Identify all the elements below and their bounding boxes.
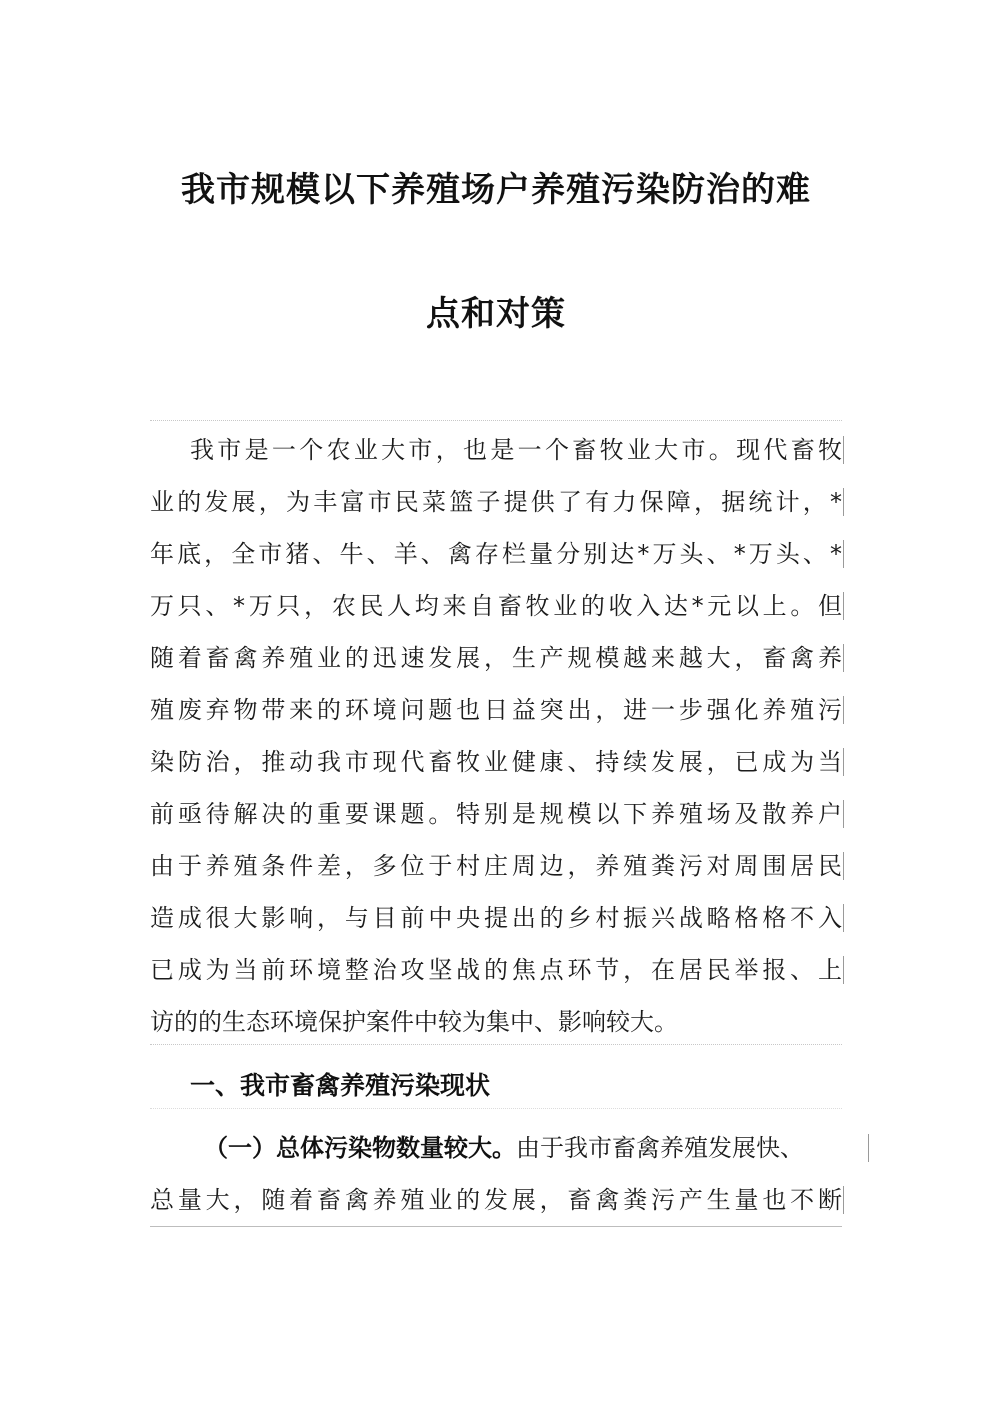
intro-line: 业的发展，为丰富市民菜篮子提供了有力保障，据统计，* — [150, 488, 842, 516]
margin-marker — [843, 540, 844, 568]
subsection-text-line: 总量大，随着畜禽养殖业的发展，畜禽粪污产生量也不断 — [150, 1186, 842, 1214]
subsection-text: 由于我市畜禽养殖发展快、 — [516, 1134, 804, 1162]
margin-marker — [843, 644, 844, 672]
paragraph-bottom-rule — [150, 1044, 842, 1045]
document-title-line-1: 我市规模以下养殖场户养殖污染防治的难 — [181, 170, 811, 210]
document-title-line-2: 点和对策 — [426, 294, 566, 334]
intro-line: 我市是一个农业大市，也是一个畜牧业大市。现代畜牧 — [190, 436, 842, 464]
margin-marker — [843, 592, 844, 620]
intro-line: 已成为当前环境整治攻坚战的焦点环节，在居民举报、上 — [150, 956, 842, 984]
section-rule — [150, 1108, 842, 1109]
margin-marker — [843, 956, 844, 984]
margin-marker — [843, 800, 844, 828]
intro-line: 万只、*万只，农民人均来自畜牧业的收入达*元以上。但 — [150, 592, 842, 620]
intro-line: 由于养殖条件差，多位于村庄周边，养殖粪污对周围居民 — [150, 852, 842, 880]
intro-line: 前亟待解决的重要课题。特别是规模以下养殖场及散养户 — [150, 800, 842, 828]
margin-marker — [843, 852, 844, 880]
text-bottom-rule — [150, 1226, 842, 1227]
intro-line: 造成很大影响，与目前中央提出的乡村振兴战略格格不入 — [150, 904, 842, 932]
subsection-heading: （一）总体污染物数量较大。 — [204, 1134, 516, 1162]
margin-marker — [843, 904, 844, 932]
section-heading: 一、我市畜禽养殖污染现状 — [190, 1071, 491, 1100]
intro-line: 殖废弃物带来的环境问题也日益突出，进一步强化养殖污 — [150, 696, 842, 724]
margin-marker — [843, 488, 844, 516]
intro-line: 年底，全市猪、牛、羊、禽存栏量分别达*万头、*万头、* — [150, 540, 842, 568]
margin-marker — [868, 1134, 869, 1162]
paragraph-top-rule — [150, 420, 842, 421]
margin-marker — [843, 1186, 844, 1214]
margin-marker — [843, 748, 844, 776]
intro-line: 访的的生态环境保护案件中较为集中、影响较大。 — [150, 1008, 678, 1036]
subsection-first-line — [204, 1130, 866, 1166]
intro-line: 随着畜禽养殖业的迅速发展，生产规模越来越大，畜禽养 — [150, 644, 842, 672]
margin-marker — [843, 696, 844, 724]
intro-line: 染防治，推动我市现代畜牧业健康、持续发展，已成为当 — [150, 748, 842, 776]
margin-marker — [843, 436, 844, 464]
